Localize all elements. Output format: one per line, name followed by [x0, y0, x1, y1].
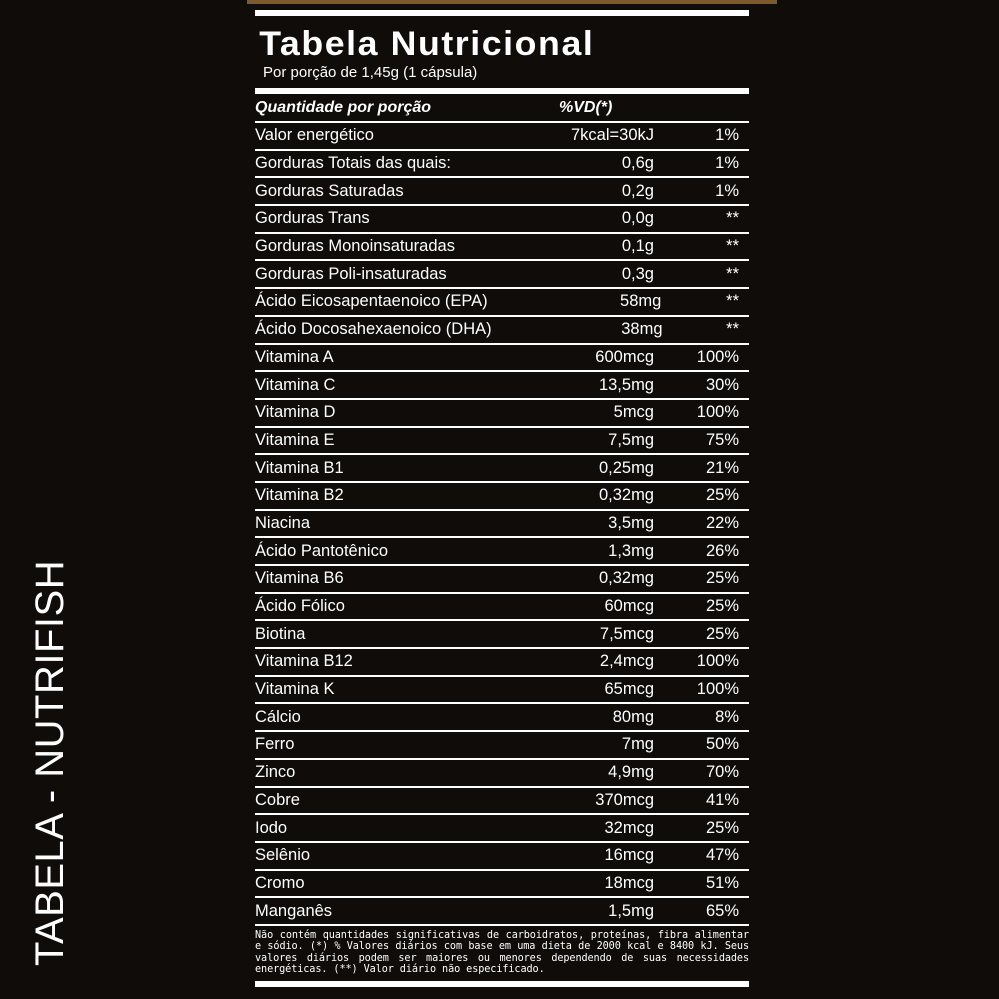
nutrient-quantity: 38mg — [621, 320, 663, 339]
nutrient-name: Selênio — [255, 846, 311, 865]
table-row — [255, 621, 749, 649]
nutrient-vd: 1% — [715, 126, 739, 145]
table-row — [255, 732, 749, 760]
nutrient-quantity: 0,0g — [621, 209, 654, 228]
table-row — [255, 261, 749, 289]
nutrient-quantity: 18mcg — [604, 873, 654, 892]
table-row — [255, 289, 749, 317]
nutrient-name: Biotina — [255, 624, 306, 643]
table-row — [255, 649, 749, 677]
nutrient-quantity: 0,2g — [621, 181, 654, 200]
nutrient-quantity: 0,1g — [621, 237, 654, 256]
top-accent-bar — [247, 0, 777, 4]
nutrient-vd: 1% — [715, 154, 739, 173]
nutrient-name: Cromo — [255, 873, 305, 892]
nutrient-name: Zinco — [255, 763, 296, 782]
nutrient-quantity: 1,5mg — [608, 901, 654, 920]
nutrient-name: Vitamina B1 — [255, 458, 344, 477]
table-row — [255, 843, 749, 871]
nutrient-vd: 41% — [705, 790, 739, 809]
nutrient-name: Vitamina D — [255, 403, 336, 422]
table-row — [255, 178, 749, 206]
nutrient-name: Gorduras Poli-insaturadas — [255, 264, 447, 283]
nutrient-vd: ** — [726, 209, 739, 228]
nutrient-vd: ** — [726, 320, 739, 339]
nutrient-quantity: 2,4mcg — [599, 652, 654, 671]
nutrient-name: Vitamina K — [255, 680, 335, 699]
nutrient-quantity: 80mg — [612, 707, 654, 726]
nutrient-quantity: 13,5mg — [598, 375, 654, 394]
table-row — [255, 704, 749, 732]
table-row — [255, 788, 749, 816]
table-header — [255, 94, 749, 123]
nutrient-quantity: 7mg — [621, 735, 654, 754]
table-row — [255, 206, 749, 234]
nutrient-quantity: 58mg — [620, 292, 662, 311]
nutrient-vd: ** — [726, 237, 739, 256]
table-row — [255, 871, 749, 899]
nutrient-quantity: 60mcg — [604, 597, 654, 616]
nutrient-name: Gorduras Monoinsaturadas — [255, 237, 455, 256]
table-row — [255, 511, 749, 539]
nutrient-name: Iodo — [255, 818, 288, 837]
table-row — [255, 677, 749, 705]
nutrient-name: Cálcio — [255, 707, 301, 726]
nutrient-name: Ácido Fólico — [255, 597, 345, 616]
nutrient-vd: 100% — [696, 347, 739, 366]
nutrient-name: Vitamina B12 — [255, 652, 353, 671]
nutrient-vd: 65% — [705, 901, 739, 920]
nutrient-quantity: 0,32mg — [598, 569, 654, 588]
nutrient-quantity: 1,3mg — [608, 541, 654, 560]
table-row — [255, 123, 749, 151]
nutrient-vd: 50% — [705, 735, 739, 754]
nutrient-vd: 51% — [705, 873, 739, 892]
table-row — [255, 566, 749, 594]
nutrient-quantity: 7,5mcg — [599, 624, 654, 643]
nutrient-quantity: 3,5mg — [608, 513, 654, 532]
nutrient-quantity: 16mcg — [604, 846, 654, 865]
nutrient-vd: 22% — [705, 513, 739, 532]
nutrient-name: Ácido Eicosapentaenoico (EPA) — [255, 292, 488, 311]
nutrient-vd: 100% — [696, 652, 739, 671]
nutrient-vd: 25% — [705, 569, 739, 588]
nutrient-quantity: 0,25mg — [598, 458, 654, 477]
top-rule — [255, 10, 749, 16]
nutrient-quantity: 4,9mg — [608, 763, 654, 782]
nutrient-quantity: 370mcg — [595, 790, 654, 809]
nutrient-vd: 47% — [705, 846, 739, 865]
table-body — [255, 123, 749, 926]
table-row — [255, 234, 749, 262]
nutrient-name: Ácido Pantotênico — [255, 541, 389, 560]
nutrient-quantity: 600mcg — [595, 347, 654, 366]
serving-size: Por porção de 1,45g (1 cápsula) — [263, 64, 478, 81]
table-row — [255, 428, 749, 456]
nutrient-quantity: 65mcg — [604, 680, 654, 699]
nutrient-name: Vitamina E — [255, 430, 335, 449]
table-row — [255, 815, 749, 843]
nutrient-quantity: 0,3g — [621, 264, 654, 283]
nutrient-name: Ácido Docosahexaenoico (DHA) — [255, 320, 492, 339]
nutrient-quantity: 0,32mg — [598, 486, 654, 505]
nutrient-name: Vitamina C — [255, 375, 336, 394]
nutrient-name: Vitamina B6 — [255, 569, 344, 588]
nutrient-name: Ferro — [255, 735, 295, 754]
table-row — [255, 345, 749, 373]
nutrient-vd: ** — [726, 264, 739, 283]
side-title: TABELA - NUTRIFISH — [28, 559, 72, 966]
table-row — [255, 594, 749, 622]
nutrient-name: Niacina — [255, 513, 311, 532]
nutrient-quantity: 5mcg — [613, 403, 654, 422]
table-row — [255, 483, 749, 511]
nutrient-name: Vitamina B2 — [255, 486, 344, 505]
nutrient-vd: 21% — [705, 458, 739, 477]
nutrient-vd: 30% — [705, 375, 739, 394]
nutrient-quantity: 0,6g — [621, 154, 654, 173]
nutrient-vd: 25% — [705, 597, 739, 616]
table-row — [255, 400, 749, 428]
table-row — [255, 151, 749, 179]
nutrition-table-panel — [255, 10, 749, 987]
nutrient-vd: 26% — [705, 541, 739, 560]
nutrient-vd: 8% — [715, 707, 739, 726]
header-vd-label: %VD(*) — [559, 98, 613, 116]
nutrient-name: Vitamina A — [255, 347, 334, 366]
table-title: Tabela Nutricional — [259, 25, 595, 63]
bottom-rule — [255, 981, 749, 987]
table-row — [255, 372, 749, 400]
table-row — [255, 455, 749, 483]
footnote: Não contém quantidades significativas de carboidratos, proteínas, fibra alimentar e sódio. (*) % Valores diários com base em uma dieta de 2000 kcal e 8400 kJ. Seus valores diários podem ser maiores ou menores dependendo de suas necessidades energéticas. (**) Valor diário não especificado. — [255, 929, 749, 976]
nutrient-vd: 75% — [705, 430, 739, 449]
nutrient-vd: 25% — [705, 624, 739, 643]
nutrient-name: Manganês — [255, 901, 333, 920]
nutrient-vd: 70% — [705, 763, 739, 782]
nutrient-vd: 25% — [705, 486, 739, 505]
nutrient-vd: ** — [726, 292, 739, 311]
header-quantity-label: Quantidade por porção — [255, 98, 432, 116]
nutrient-vd: 100% — [696, 403, 739, 422]
nutrient-vd: 25% — [705, 818, 739, 837]
nutrient-name: Gorduras Saturadas — [255, 181, 404, 200]
nutrient-name: Valor energético — [255, 126, 374, 145]
nutrient-name: Gorduras Trans — [255, 209, 370, 228]
nutrient-vd: 100% — [696, 680, 739, 699]
nutrient-name: Cobre — [255, 790, 300, 809]
nutrient-name: Gorduras Totais das quais: — [255, 154, 451, 173]
table-row — [255, 538, 749, 566]
table-row — [255, 898, 749, 926]
nutrient-quantity: 7,5mg — [608, 430, 654, 449]
nutrient-vd: 1% — [715, 181, 739, 200]
table-row — [255, 760, 749, 788]
nutrient-quantity: 32mcg — [604, 818, 654, 837]
nutrient-quantity: 7kcal=30kJ — [570, 126, 654, 145]
table-row — [255, 317, 749, 345]
